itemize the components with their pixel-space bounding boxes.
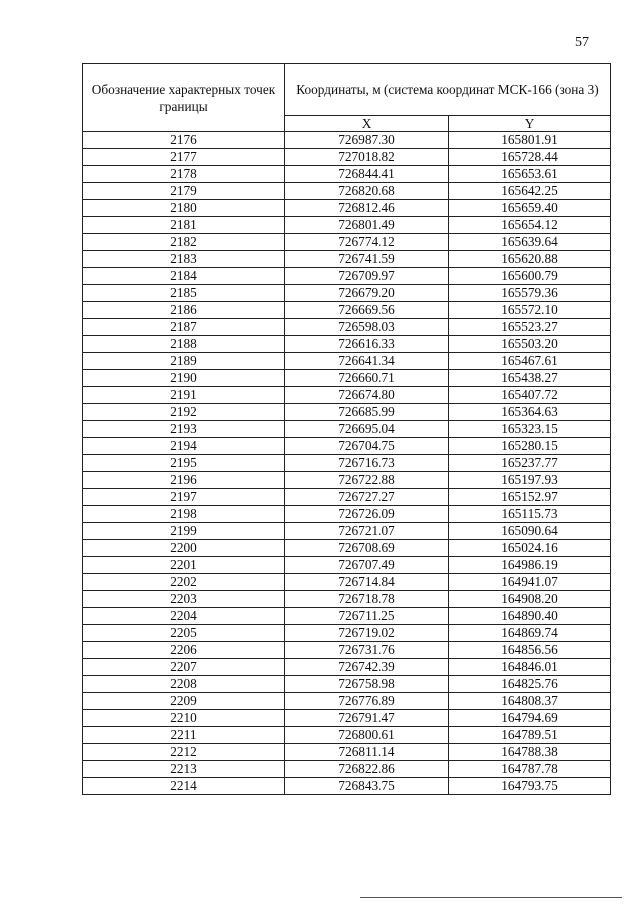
x-cell: 726812.46 xyxy=(285,200,449,217)
y-cell: 164793.75 xyxy=(449,778,611,795)
y-cell: 165579.36 xyxy=(449,285,611,302)
x-cell: 726801.49 xyxy=(285,217,449,234)
y-cell: 164986.19 xyxy=(449,557,611,574)
table-row xyxy=(83,353,611,370)
y-cell: 165572.10 xyxy=(449,302,611,319)
table-row xyxy=(83,319,611,336)
y-cell: 165024.16 xyxy=(449,540,611,557)
point-id-cell: 2200 xyxy=(83,540,285,557)
point-id-cell: 2184 xyxy=(83,268,285,285)
x-cell: 726727.27 xyxy=(285,489,449,506)
point-id-cell: 2185 xyxy=(83,285,285,302)
point-id-cell: 2199 xyxy=(83,523,285,540)
table-row xyxy=(83,608,611,625)
x-cell: 726704.75 xyxy=(285,438,449,455)
table-row xyxy=(83,370,611,387)
point-id-cell: 2178 xyxy=(83,166,285,183)
x-cell: 726742.39 xyxy=(285,659,449,676)
y-cell: 164869.74 xyxy=(449,625,611,642)
y-cell: 165280.15 xyxy=(449,438,611,455)
y-cell: 165659.40 xyxy=(449,200,611,217)
point-id-cell: 2187 xyxy=(83,319,285,336)
x-cell: 726721.07 xyxy=(285,523,449,540)
table-row xyxy=(83,149,611,166)
x-header: X xyxy=(285,116,449,132)
x-cell: 726674.80 xyxy=(285,387,449,404)
y-cell: 165620.88 xyxy=(449,251,611,268)
x-cell: 726774.12 xyxy=(285,234,449,251)
table-row xyxy=(83,489,611,506)
y-cell: 165090.64 xyxy=(449,523,611,540)
point-id-cell: 2176 xyxy=(83,132,285,149)
point-id-cell: 2191 xyxy=(83,387,285,404)
point-id-cell: 2212 xyxy=(83,744,285,761)
point-id-cell: 2181 xyxy=(83,217,285,234)
x-cell: 726616.33 xyxy=(285,336,449,353)
y-cell: 164825.76 xyxy=(449,676,611,693)
point-id-cell: 2207 xyxy=(83,659,285,676)
point-id-cell: 2180 xyxy=(83,200,285,217)
point-id-cell: 2186 xyxy=(83,302,285,319)
table-row xyxy=(83,659,611,676)
table-row xyxy=(83,200,611,217)
point-id-cell: 2206 xyxy=(83,642,285,659)
point-id-cell: 2183 xyxy=(83,251,285,268)
point-id-cell: 2202 xyxy=(83,574,285,591)
table-row xyxy=(83,693,611,710)
x-cell: 726820.68 xyxy=(285,183,449,200)
table-row xyxy=(83,268,611,285)
x-cell: 726685.99 xyxy=(285,404,449,421)
table-row xyxy=(83,676,611,693)
point-id-cell: 2198 xyxy=(83,506,285,523)
table-row xyxy=(83,506,611,523)
table-row xyxy=(83,302,611,319)
point-id-cell: 2208 xyxy=(83,676,285,693)
table-row xyxy=(83,761,611,778)
x-cell: 726711.25 xyxy=(285,608,449,625)
point-id-cell: 2194 xyxy=(83,438,285,455)
x-cell: 726669.56 xyxy=(285,302,449,319)
y-cell: 165152.97 xyxy=(449,489,611,506)
y-cell: 164789.51 xyxy=(449,727,611,744)
y-cell: 164794.69 xyxy=(449,710,611,727)
x-cell: 726726.09 xyxy=(285,506,449,523)
point-id-cell: 2182 xyxy=(83,234,285,251)
x-cell: 726758.98 xyxy=(285,676,449,693)
table-row xyxy=(83,778,611,795)
point-id-cell: 2214 xyxy=(83,778,285,795)
x-cell: 726776.89 xyxy=(285,693,449,710)
table-row xyxy=(83,251,611,268)
table-row xyxy=(83,540,611,557)
point-id-cell: 2211 xyxy=(83,727,285,744)
point-id-cell: 2197 xyxy=(83,489,285,506)
x-cell: 726714.84 xyxy=(285,574,449,591)
y-cell: 165600.79 xyxy=(449,268,611,285)
x-cell: 726719.02 xyxy=(285,625,449,642)
x-cell: 726741.59 xyxy=(285,251,449,268)
x-cell: 726707.49 xyxy=(285,557,449,574)
y-cell: 164808.37 xyxy=(449,693,611,710)
page-number: 57 xyxy=(575,35,589,50)
point-id-cell: 2201 xyxy=(83,557,285,574)
table-row xyxy=(83,404,611,421)
y-cell: 165115.73 xyxy=(449,506,611,523)
table-row xyxy=(83,727,611,744)
x-cell: 726708.69 xyxy=(285,540,449,557)
x-cell: 726800.61 xyxy=(285,727,449,744)
table-row xyxy=(83,336,611,353)
footer-rule xyxy=(360,897,622,898)
table-row xyxy=(83,591,611,608)
table-row xyxy=(83,438,611,455)
table-row xyxy=(83,217,611,234)
x-cell: 726660.71 xyxy=(285,370,449,387)
table-row xyxy=(83,642,611,659)
x-cell: 726709.97 xyxy=(285,268,449,285)
table-row xyxy=(83,472,611,489)
table-row xyxy=(83,285,611,302)
y-cell: 165654.12 xyxy=(449,217,611,234)
y-cell: 165728.44 xyxy=(449,149,611,166)
x-cell: 726844.41 xyxy=(285,166,449,183)
y-cell: 165503.20 xyxy=(449,336,611,353)
coordinates-table xyxy=(82,63,611,795)
point-designation-header: Обозначение характерных точек границы xyxy=(83,64,285,132)
y-cell: 165639.64 xyxy=(449,234,611,251)
y-cell: 165438.27 xyxy=(449,370,611,387)
y-cell: 165642.25 xyxy=(449,183,611,200)
table-row xyxy=(83,625,611,642)
point-id-cell: 2177 xyxy=(83,149,285,166)
table-row xyxy=(83,234,611,251)
point-id-cell: 2192 xyxy=(83,404,285,421)
table-row xyxy=(83,574,611,591)
x-cell: 726822.86 xyxy=(285,761,449,778)
point-id-cell: 2203 xyxy=(83,591,285,608)
y-cell: 165364.63 xyxy=(449,404,611,421)
x-cell: 726716.73 xyxy=(285,455,449,472)
x-cell: 726722.88 xyxy=(285,472,449,489)
x-cell: 726731.76 xyxy=(285,642,449,659)
table-row xyxy=(83,166,611,183)
table-row xyxy=(83,710,611,727)
x-cell: 726791.47 xyxy=(285,710,449,727)
x-cell: 726695.04 xyxy=(285,421,449,438)
x-cell: 726598.03 xyxy=(285,319,449,336)
y-cell: 164890.40 xyxy=(449,608,611,625)
point-id-cell: 2209 xyxy=(83,693,285,710)
y-cell: 165237.77 xyxy=(449,455,611,472)
point-id-cell: 2179 xyxy=(83,183,285,200)
y-cell: 165407.72 xyxy=(449,387,611,404)
point-id-cell: 2190 xyxy=(83,370,285,387)
y-cell: 165523.27 xyxy=(449,319,611,336)
table-row xyxy=(83,421,611,438)
table-row xyxy=(83,523,611,540)
y-cell: 165197.93 xyxy=(449,472,611,489)
x-cell: 726843.75 xyxy=(285,778,449,795)
y-cell: 164846.01 xyxy=(449,659,611,676)
table-row xyxy=(83,557,611,574)
point-id-cell: 2204 xyxy=(83,608,285,625)
y-cell: 164856.56 xyxy=(449,642,611,659)
table-row xyxy=(83,387,611,404)
point-id-cell: 2213 xyxy=(83,761,285,778)
x-cell: 726679.20 xyxy=(285,285,449,302)
y-cell: 164788.38 xyxy=(449,744,611,761)
y-cell: 164908.20 xyxy=(449,591,611,608)
x-cell: 726811.14 xyxy=(285,744,449,761)
table-row xyxy=(83,183,611,200)
point-id-cell: 2195 xyxy=(83,455,285,472)
table-row xyxy=(83,455,611,472)
table-row xyxy=(83,132,611,149)
point-id-cell: 2188 xyxy=(83,336,285,353)
x-cell: 727018.82 xyxy=(285,149,449,166)
coordinates-header: Координаты, м (система координат МСК-166 (зона 3) xyxy=(285,64,611,116)
point-id-cell: 2196 xyxy=(83,472,285,489)
y-cell: 165653.61 xyxy=(449,166,611,183)
table-row xyxy=(83,744,611,761)
point-id-cell: 2189 xyxy=(83,353,285,370)
y-cell: 164941.07 xyxy=(449,574,611,591)
x-cell: 726987.30 xyxy=(285,132,449,149)
y-header: Y xyxy=(449,116,611,132)
y-cell: 165467.61 xyxy=(449,353,611,370)
x-cell: 726641.34 xyxy=(285,353,449,370)
y-cell: 164787.78 xyxy=(449,761,611,778)
point-id-cell: 2193 xyxy=(83,421,285,438)
y-cell: 165801.91 xyxy=(449,132,611,149)
point-id-cell: 2210 xyxy=(83,710,285,727)
point-id-cell: 2205 xyxy=(83,625,285,642)
x-cell: 726718.78 xyxy=(285,591,449,608)
table-body xyxy=(83,132,611,795)
y-cell: 165323.15 xyxy=(449,421,611,438)
